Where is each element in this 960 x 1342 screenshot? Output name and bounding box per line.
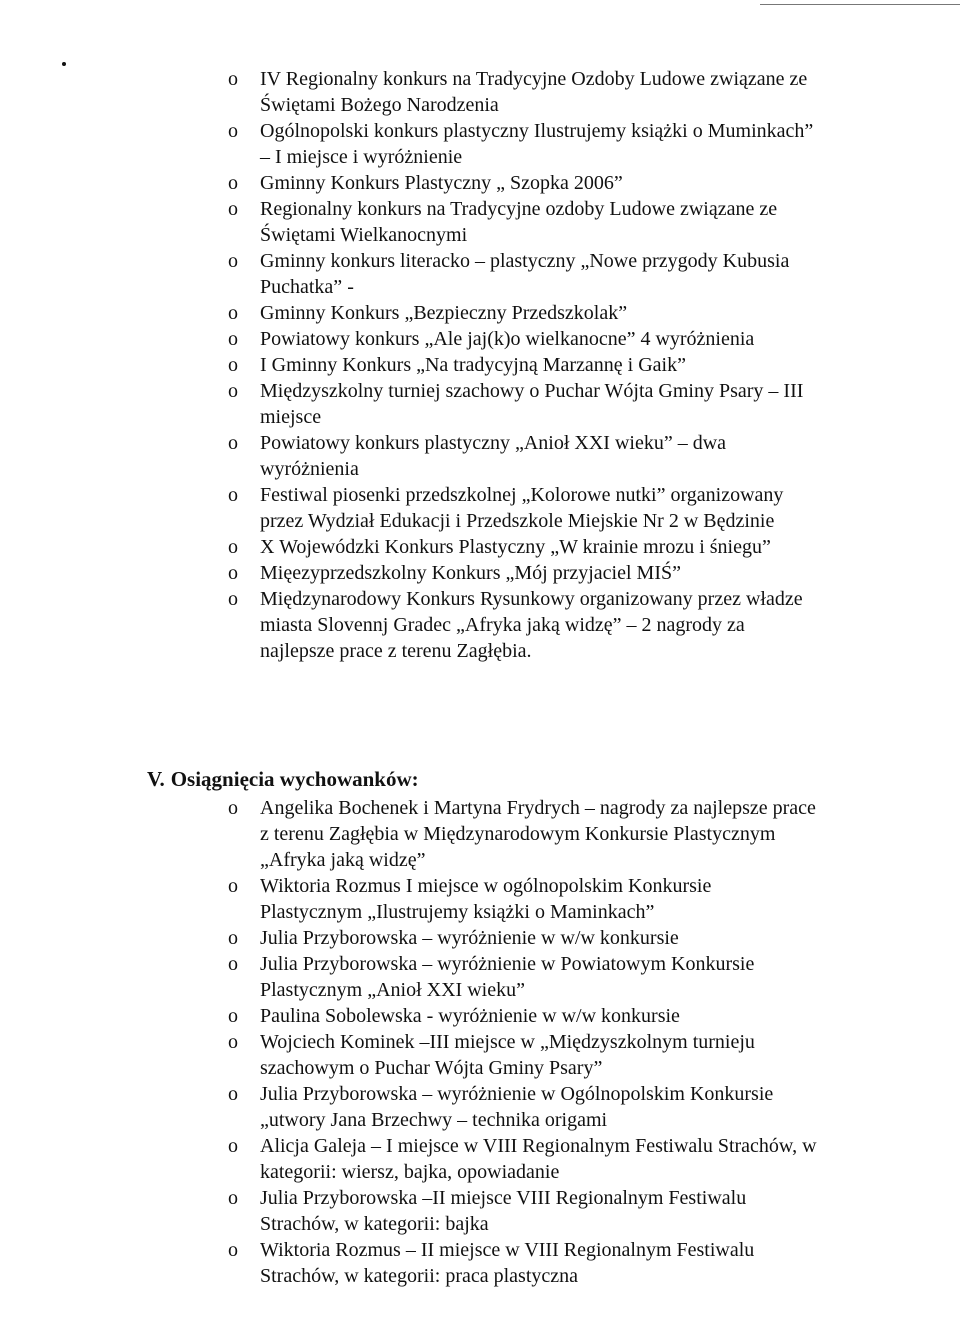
bullet-marker: o: [228, 250, 238, 272]
list-item: [228, 1003, 818, 1029]
section-v-title: Osiągnięcia wychowanków:: [170, 767, 419, 791]
list-item-text: Regionalny konkurs na Tradycyjne ozdoby Ludowe związane ze Świętami Wielkanocnymi: [260, 198, 778, 246]
list-item: [228, 378, 818, 430]
bullet-marker: o: [228, 953, 238, 975]
list-item-text: Julia Przyborowska – wyróżnienie w w/w konkursie: [260, 927, 679, 949]
list-item: [228, 1081, 818, 1133]
bullet-marker: o: [228, 172, 238, 194]
list-item-text: Gminny Konkurs „Bezpieczny Przedszkolak”: [260, 302, 628, 324]
bullet-marker: o: [228, 875, 238, 897]
bullet-marker: o: [228, 1083, 238, 1105]
bullet-marker: o: [228, 588, 238, 610]
bullet-marker: o: [228, 120, 238, 142]
bullet-marker: o: [228, 1005, 238, 1027]
list-item: [228, 1237, 818, 1289]
section-v-number: V.: [147, 767, 165, 791]
list-item: [228, 66, 818, 118]
list-item: [228, 352, 818, 378]
bullet-marker: o: [228, 1135, 238, 1157]
list-item-text: Julia Przyborowska – wyróżnienie w Ogólnopolskim Konkursie „utwory Jana Brzechwy – technika origami: [260, 1083, 774, 1131]
bullet-marker: o: [228, 354, 238, 376]
list-item-text: Wiktoria Rozmus I miejsce w ogólnopolskim Konkursie Plastycznym „Ilustrujemy książki o Maminkach”: [260, 875, 712, 923]
list-item: [228, 795, 818, 873]
list-item: [228, 1029, 818, 1081]
pupils-achievements-list: [228, 795, 818, 1289]
list-item-text: Julia Przyborowska – wyróżnienie w Powiatowym Konkursie Plastycznym „Anioł XXI wieku”: [260, 953, 755, 1001]
bullet-marker: o: [228, 68, 238, 90]
list-item: [228, 951, 818, 1003]
bullet-marker: o: [228, 198, 238, 220]
list-item-text: Wiktoria Rozmus – II miejsce w VIII Regionalnym Festiwalu Strachów, w kategorii: praca plastyczna: [260, 1239, 755, 1287]
bullet-marker: o: [228, 432, 238, 454]
scan-speck: [62, 62, 66, 66]
list-item-text: Gminny konkurs literacko – plastyczny „Nowe przygody Kubusia Puchatka” -: [260, 250, 790, 298]
bullet-marker: o: [228, 927, 238, 949]
list-item-text: IV Regionalny konkurs na Tradycyjne Ozdoby Ludowe związane ze Świętami Bożego Narodzenia: [260, 68, 808, 116]
list-item: [228, 873, 818, 925]
bullet-marker: o: [228, 484, 238, 506]
list-item-text: Gminny Konkurs Plastyczny „ Szopka 2006”: [260, 172, 623, 194]
list-item-text: Powiatowy konkurs plastyczny „Anioł XXI wieku” – dwa wyróżnienia: [260, 432, 727, 480]
bullet-marker: o: [228, 562, 238, 584]
bullet-marker: o: [228, 1239, 238, 1261]
bullet-marker: o: [228, 536, 238, 558]
list-item: [228, 300, 818, 326]
list-item: [228, 430, 818, 482]
list-item-text: Międzynarodowy Konkurs Rysunkowy organizowany przez władze miasta Slovennj Gradec „Afryka jaką widzę” – 2 nagrody za najlepsze prace z terenu Zagłębia.: [260, 588, 803, 662]
list-item-text: Ogólnopolski konkurs plastyczny Ilustrujemy książki o Muminkach” – I miejsce i wyróżnienie: [260, 120, 814, 168]
list-item-text: Międzyszkolny turniej szachowy o Puchar Wójta Gminy Psary – III miejsce: [260, 380, 804, 428]
list-item: [228, 560, 818, 586]
list-item-text: I Gminny Konkurs „Na tradycyjną Marzannę i Gaik”: [260, 354, 686, 376]
bullet-marker: o: [228, 1031, 238, 1053]
list-item: [228, 925, 818, 951]
scan-top-rule: [760, 4, 960, 5]
list-item-text: Powiatowy konkurs „Ale jaj(k)o wielkanocne” 4 wyróżnienia: [260, 328, 755, 350]
bullet-marker: o: [228, 328, 238, 350]
list-item-text: Angelika Bochenek i Martyna Frydrych – nagrody za najlepsze prace z terenu Zagłębia w Międzynarodowym Konkursie Plastycznym „Afryka jaką widzę”: [260, 797, 816, 871]
list-item-text: Alicja Galeja – I miejsce w VIII Regionalnym Festiwalu Strachów, w kategorii: wiersz, bajka, opowiadanie: [260, 1135, 817, 1183]
list-item: [228, 118, 818, 170]
section-v-heading: [147, 766, 419, 792]
institution-achievements-list: [228, 66, 818, 664]
list-item: [228, 482, 818, 534]
list-item-text: Paulina Sobolewska - wyróżnienie w w/w konkursie: [260, 1005, 680, 1027]
list-item: [228, 326, 818, 352]
list-item-text: Festiwal piosenki przedszkolnej „Kolorowe nutki” organizowany przez Wydział Edukacji i Przedszkole Miejskie Nr 2 w Będzinie: [260, 484, 784, 532]
bullet-marker: o: [228, 797, 238, 819]
list-item: [228, 196, 818, 248]
list-item: [228, 534, 818, 560]
list-item-text: X Wojewódzki Konkurs Plastyczny „W krainie mrozu i śniegu”: [260, 536, 771, 558]
bullet-marker: o: [228, 1187, 238, 1209]
bullet-marker: o: [228, 380, 238, 402]
list-item-text: Mięezyprzedszkolny Konkurs „Mój przyjaciel MIŚ”: [260, 562, 681, 584]
list-item: [228, 1185, 818, 1237]
list-item: [228, 248, 818, 300]
list-item-text: Wojciech Kominek –III miejsce w „Międzyszkolnym turnieju szachowym o Puchar Wójta Gminy Psary”: [260, 1031, 755, 1079]
list-item: [228, 586, 818, 664]
list-item-text: Julia Przyborowska –II miejsce VIII Regionalnym Festiwalu Strachów, w kategorii: bajka: [260, 1187, 747, 1235]
bullet-marker: o: [228, 302, 238, 324]
list-item: [228, 170, 818, 196]
list-item: [228, 1133, 818, 1185]
